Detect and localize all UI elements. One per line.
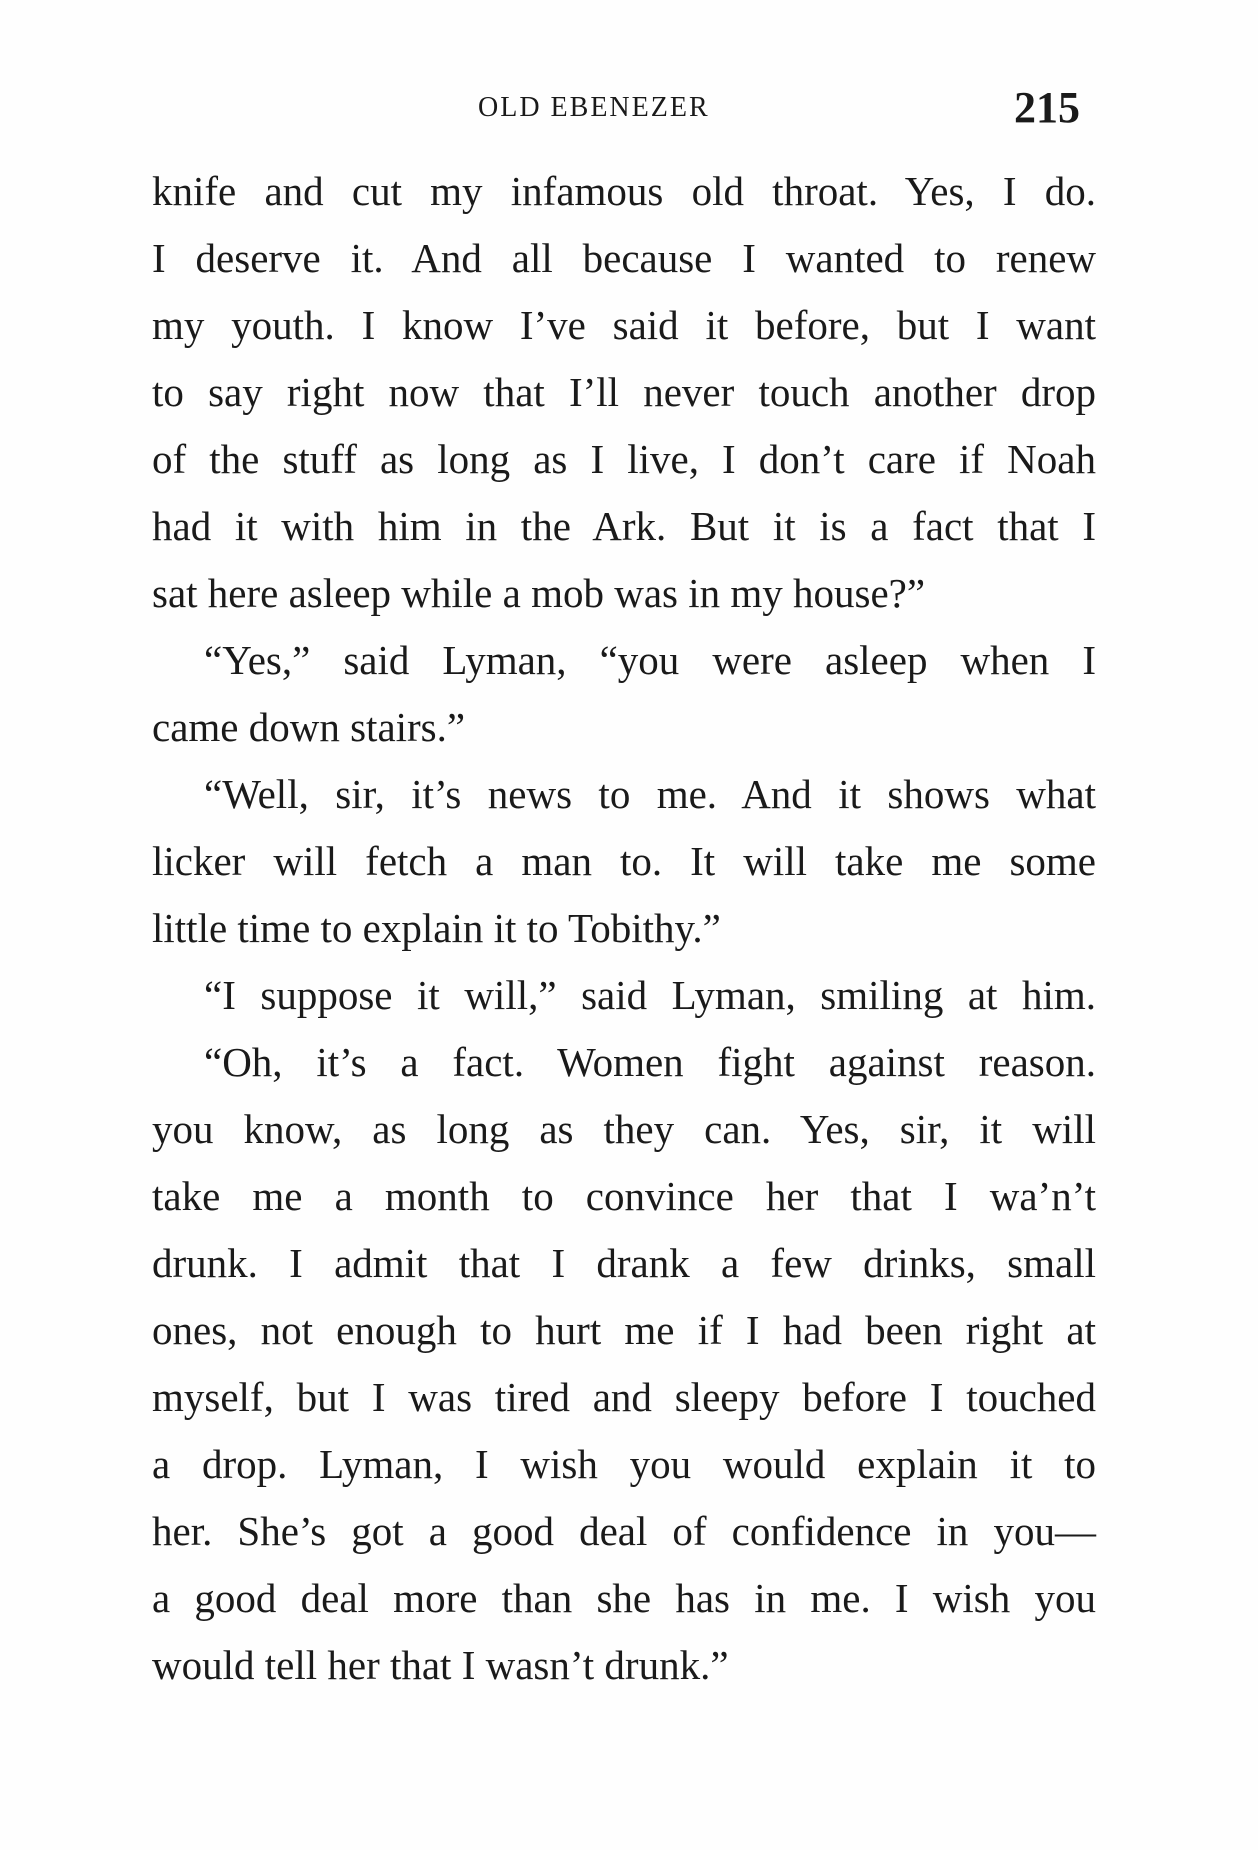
text-line: sat here asleep while a mob was in my house?” <box>152 570 926 616</box>
text-line: knife and cut my infamous old throat. Yes, I do. <box>152 168 1096 214</box>
text-line: I deserve it. And all because I wanted to renew <box>152 235 1096 281</box>
page-number: 215 <box>1014 83 1080 132</box>
text-line: licker will fetch a man to. It will take me some <box>152 838 1096 884</box>
text-line: you know, as long as they can. Yes, sir, it will <box>152 1106 1096 1152</box>
text-line: had it with him in the Ark. But it is a fact that I <box>152 503 1096 549</box>
text-line: would tell her that I wasn’t drunk.” <box>152 1642 729 1688</box>
body-text <box>152 158 1096 1699</box>
text-line: of the stuff as long as I live, I don’t care if Noah <box>152 436 1096 482</box>
text-line: “Well, sir, it’s news to me. And it shows what <box>204 771 1096 817</box>
text-line: her. She’s got a good deal of confidence in you— <box>152 1508 1096 1554</box>
text-line: “Oh, it’s a fact. Women fight against reason. <box>204 1039 1096 1085</box>
text-line: myself, but I was tired and sleepy before I touched <box>152 1374 1096 1420</box>
text-line: “Yes,” said Lyman, “you were asleep when I <box>204 637 1096 683</box>
text-line: ones, not enough to hurt me if I had been right at <box>152 1307 1096 1353</box>
text-line: drunk. I admit that I drank a few drinks, small <box>152 1240 1096 1286</box>
text-line: little time to explain it to Tobithy.” <box>152 905 721 951</box>
running-title: OLD EBENEZER <box>478 92 710 123</box>
text-line: my youth. I know I’ve said it before, but I want <box>152 302 1096 348</box>
running-head <box>0 83 1258 136</box>
text-line: a good deal more than she has in me. I wish you <box>152 1575 1096 1621</box>
text-line: take me a month to convince her that I wa’n’t <box>152 1173 1096 1219</box>
text-line: “I suppose it will,” said Lyman, smiling at him. <box>204 972 1096 1018</box>
text-line: a drop. Lyman, I wish you would explain it to <box>152 1441 1096 1487</box>
text-line: to say right now that I’ll never touch another drop <box>152 369 1096 415</box>
text-line: came down stairs.” <box>152 704 466 750</box>
